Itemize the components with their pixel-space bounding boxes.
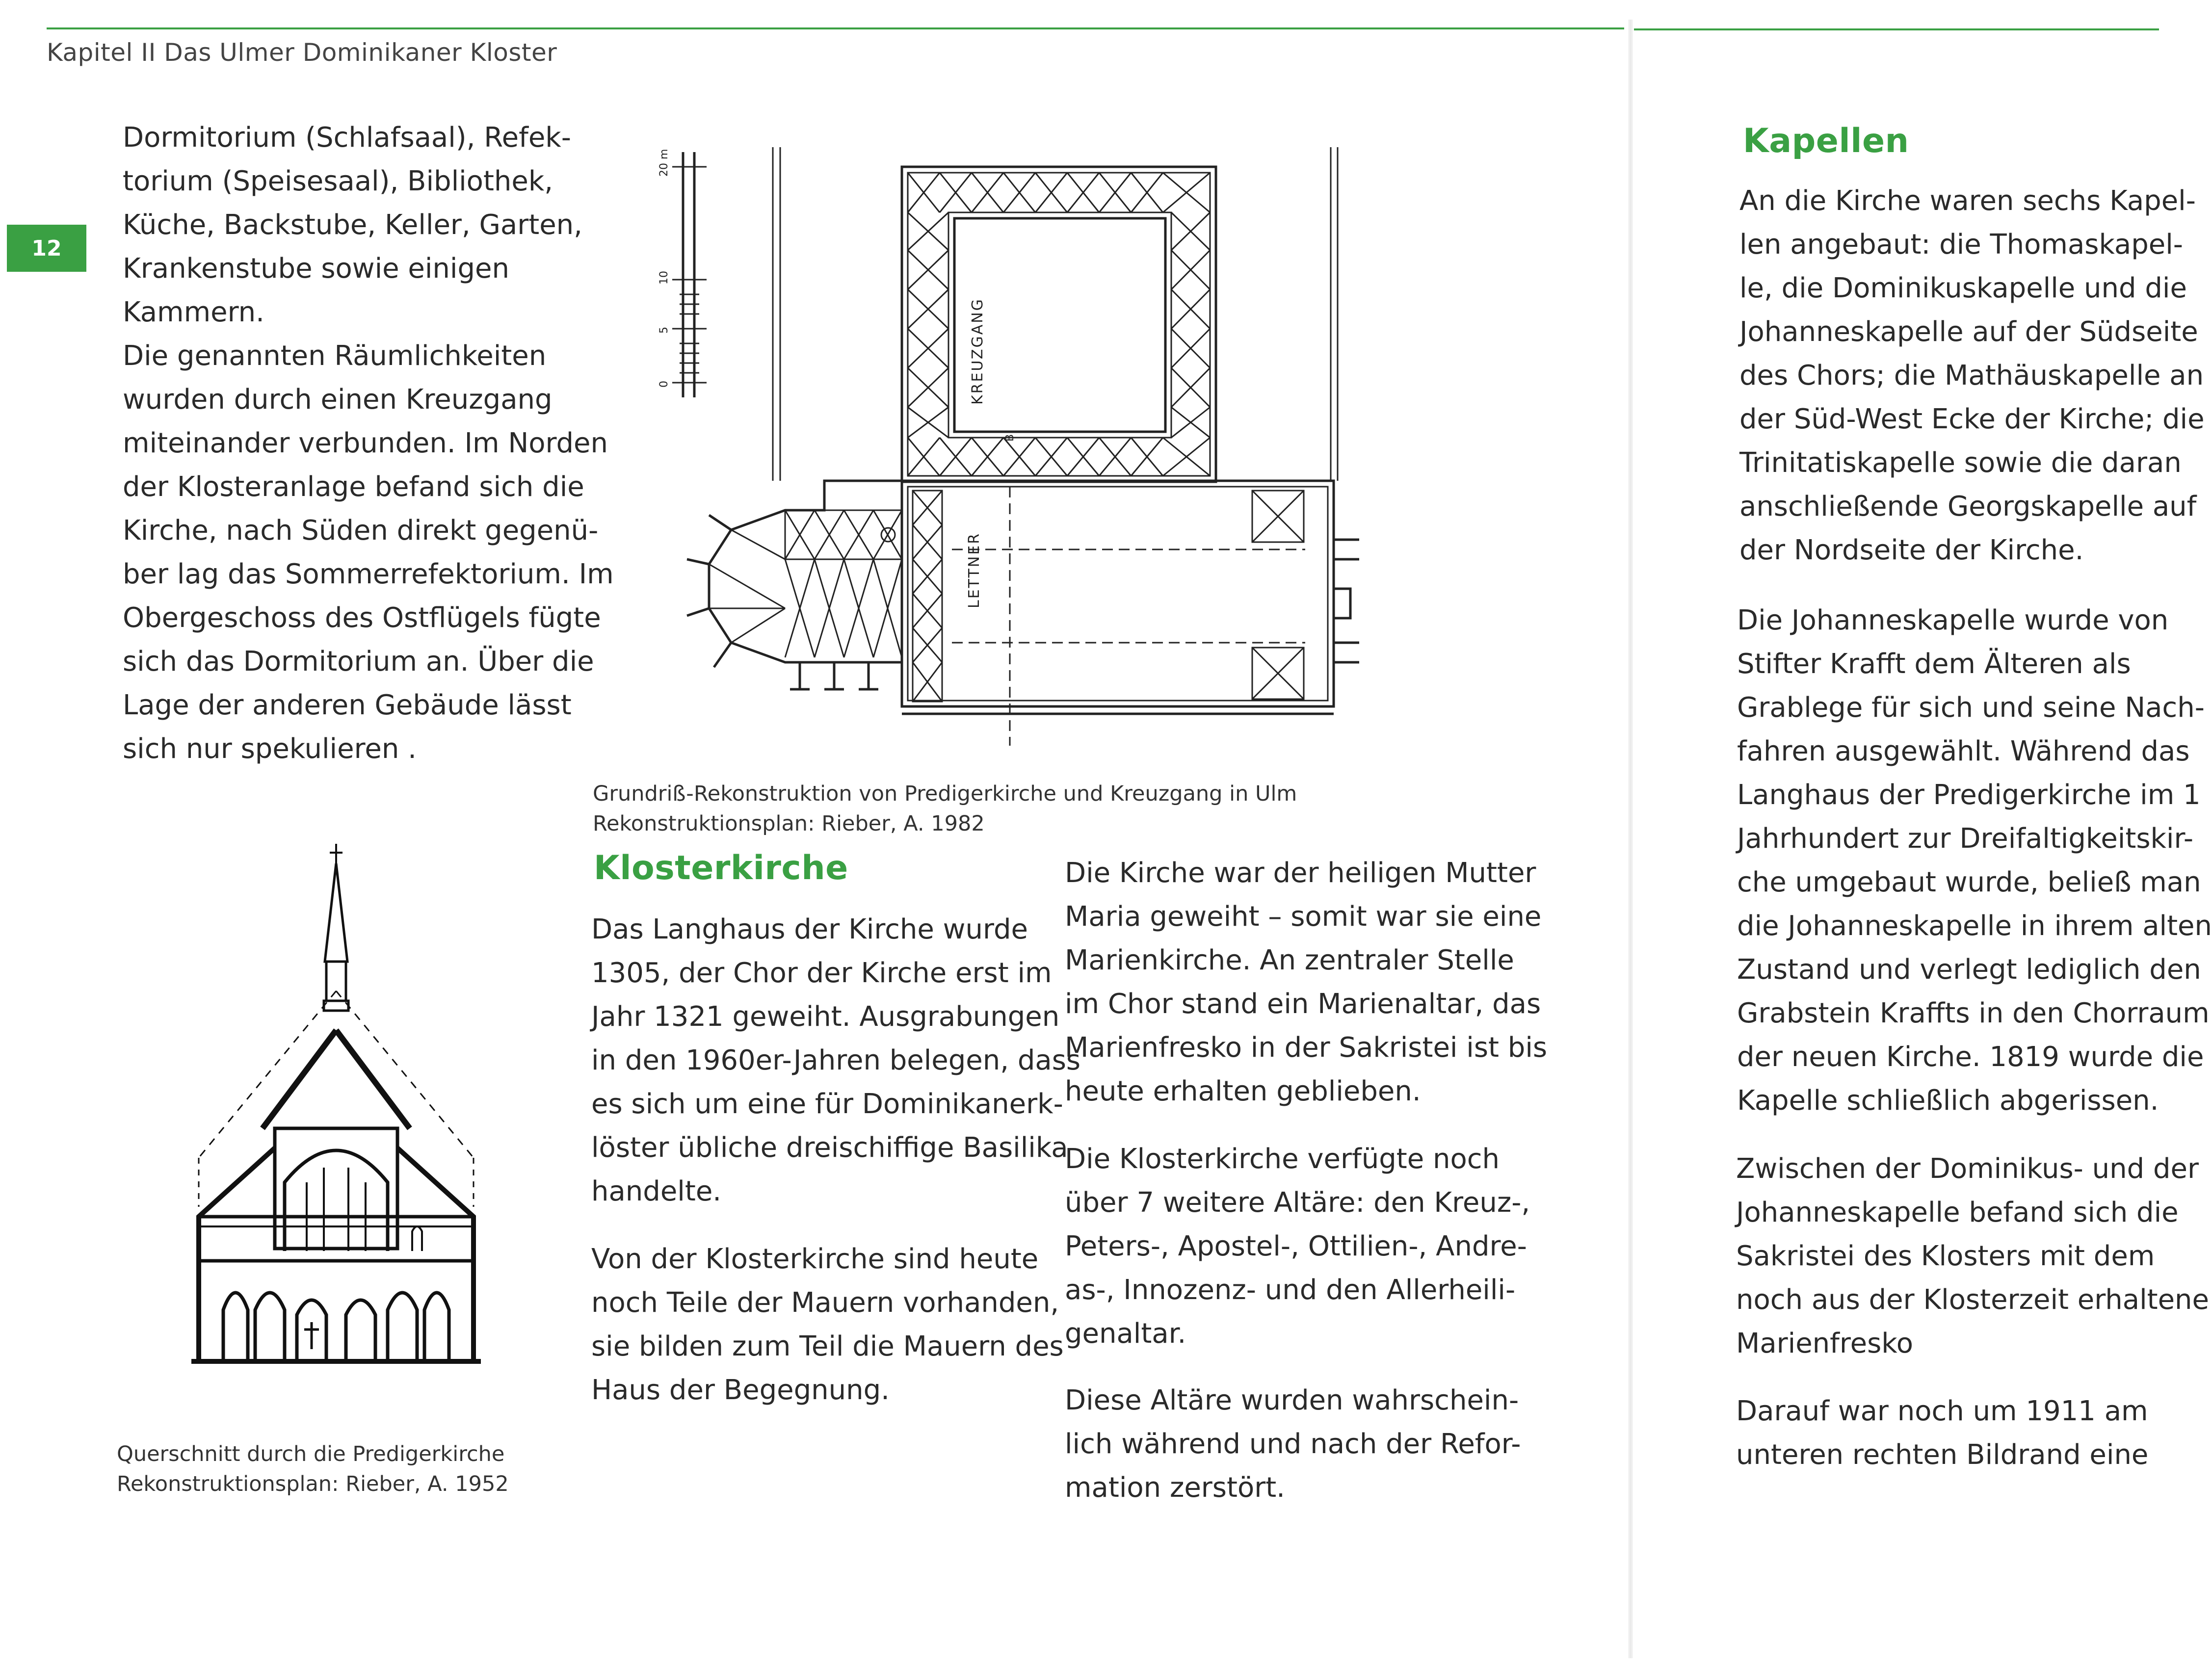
text-line: Grablege für sich und seine Nach- xyxy=(1737,692,2205,724)
text-line: len angebaut: die Thomaskapel- xyxy=(1739,229,2183,261)
text-line: Johanneskapelle auf der Südseite xyxy=(1739,316,2198,348)
scale-label: 0 xyxy=(658,381,670,388)
klosterkirche-para-1 xyxy=(591,908,1080,1213)
header-rule-right xyxy=(1634,28,2159,30)
altar-para-1 xyxy=(1065,851,1547,1113)
text-line: die Johanneskapelle in ihrem alten xyxy=(1737,910,2212,942)
text-line: lich während und nach der Refor- xyxy=(1065,1428,1521,1460)
text-line: Dormitorium (Schlafsaal), Refek- xyxy=(123,122,571,154)
text-line: che umgebaut wurde, beließ man xyxy=(1737,866,2201,898)
text-line: ber lag das Sommerrefektorium. Im xyxy=(123,558,614,590)
text-line: heute erhalten geblieben. xyxy=(1065,1075,1421,1107)
text-line: Von der Klosterkirche sind heute xyxy=(591,1243,1039,1275)
text-line: Trinitatiskapelle sowie die daran xyxy=(1739,447,2182,479)
caption-line: Rekonstruktionsplan: Rieber, A. 1982 xyxy=(593,811,985,836)
altar-para-2 xyxy=(1065,1137,1530,1355)
caption-line: Querschnitt durch die Predigerkirche xyxy=(117,1442,505,1466)
text-line: unteren rechten Bildrand eine xyxy=(1736,1439,2149,1471)
text-line: in den 1960er-Jahren belegen, dass xyxy=(591,1044,1081,1076)
kapellen-para-1 xyxy=(1739,179,2205,572)
page-number-badge: 12 xyxy=(7,225,86,272)
text-line: Haus der Begegnung. xyxy=(591,1374,890,1406)
scale-label: 20 m xyxy=(658,149,670,177)
text-line: 1305, der Chor der Kirche erst im xyxy=(591,957,1052,989)
text-line: noch Teile der Mauern vorhanden, xyxy=(591,1287,1059,1319)
text-line: sich das Dormitorium an. Über die xyxy=(123,646,594,678)
altar-para-3 xyxy=(1065,1379,1521,1510)
section-heading-kapellen: Kapellen xyxy=(1743,122,1909,160)
intro-text xyxy=(123,116,614,771)
floorplan-drawing xyxy=(608,137,1413,756)
header-rule-left xyxy=(47,27,1624,29)
lettner-label: LETTNER xyxy=(966,532,983,608)
text-line: Diese Altäre wurden wahrschein- xyxy=(1065,1384,1519,1416)
text-line: anschließende Georgskapelle auf xyxy=(1739,491,2197,522)
text-line: Peters-, Apostel-, Ottilien-, Andre- xyxy=(1065,1230,1527,1262)
text-line: Sakristei des Klosters mit dem xyxy=(1736,1240,2155,1272)
text-line: Küche, Backstube, Keller, Garten, xyxy=(123,209,582,241)
text-line: der Klosteranlage befand sich die xyxy=(123,471,584,503)
floorplan-caption xyxy=(593,779,1297,839)
b-label: B xyxy=(1004,434,1016,442)
text-line: sie bilden zum Teil die Mauern des xyxy=(591,1330,1064,1362)
text-line: des Chors; die Mathäuskapelle an xyxy=(1739,360,2204,391)
text-line: über 7 weitere Altäre: den Kreuz-, xyxy=(1065,1187,1530,1219)
kapellen-para-4 xyxy=(1736,1389,2148,1477)
text-line: Die Kirche war der heiligen Mutter xyxy=(1065,857,1536,889)
text-line: Krankenstube sowie einigen xyxy=(123,253,509,285)
text-line: Lage der anderen Gebäude lässt xyxy=(123,689,572,721)
text-line: torium (Speisesaal), Bibliothek, xyxy=(123,165,553,197)
text-line: Die Johanneskapelle wurde von xyxy=(1737,604,2169,636)
text-line: Maria geweiht – somit war sie eine xyxy=(1065,901,1542,933)
klosterkirche-para-2 xyxy=(591,1237,1064,1412)
text-line: Jahrhundert zur Dreifaltigkeitskir- xyxy=(1737,823,2194,855)
text-line: Obergeschoss des Ostflügels fügte xyxy=(123,602,601,634)
text-line: der Süd-West Ecke der Kirche; die xyxy=(1739,403,2205,435)
text-line: Die Klosterkirche verfügte noch xyxy=(1065,1143,1500,1175)
text-line: Zustand und verlegt lediglich den xyxy=(1737,954,2201,986)
text-line: löster übliche dreischiffige Basilika xyxy=(591,1132,1068,1164)
text-line: fahren ausgewählt. Während das xyxy=(1737,735,2190,767)
section-heading-klosterkirche: Klosterkirche xyxy=(594,849,848,887)
text-line: as-, Innozenz- und den Allerheili- xyxy=(1065,1274,1516,1306)
kapellen-para-3 xyxy=(1736,1147,2209,1365)
kreuzgang-label: KREUZGANG xyxy=(969,298,986,405)
text-line: Zwischen der Dominikus- und der xyxy=(1736,1153,2199,1185)
text-line: der neuen Kirche. 1819 wurde die xyxy=(1737,1041,2204,1073)
text-line: Jahr 1321 geweiht. Ausgrabungen xyxy=(591,1001,1060,1033)
caption-line: Grundriß-Rekonstruktion von Predigerkirche und Kreuzgang in Ulm xyxy=(593,782,1297,806)
scale-label: 10 xyxy=(658,271,670,285)
text-line: es sich um eine für Dominikanerk- xyxy=(591,1088,1063,1120)
scale-label: 5 xyxy=(658,327,670,334)
text-line: Darauf war noch um 1911 am xyxy=(1736,1395,2148,1427)
text-line: le, die Dominikuskapelle und die xyxy=(1739,272,2187,304)
text-line: Grabstein Kraffts in den Chorraum xyxy=(1737,997,2210,1029)
text-line: Das Langhaus der Kirche wurde xyxy=(591,913,1028,945)
text-line: Marienkirche. An zentraler Stelle xyxy=(1065,944,1514,976)
text-line: handelte. xyxy=(591,1175,722,1207)
text-line: Marienfresko xyxy=(1736,1328,1913,1359)
caption-line: Rekonstruktionsplan: Rieber, A. 1952 xyxy=(117,1472,509,1496)
text-line: noch aus der Klosterzeit erhaltene xyxy=(1736,1284,2209,1316)
text-line: Kammern. xyxy=(123,296,264,328)
kapellen-para-2 xyxy=(1737,599,2212,1122)
text-line: im Chor stand ein Marienaltar, das xyxy=(1065,988,1541,1020)
text-line: Langhaus der Predigerkirche im 1 xyxy=(1737,779,2201,811)
running-title: Kapitel II Das Ulmer Dominikaner Kloster xyxy=(47,38,557,67)
text-line: wurden durch einen Kreuzgang xyxy=(123,384,553,416)
cross-section-caption xyxy=(117,1439,509,1499)
text-line: der Nordseite der Kirche. xyxy=(1739,534,2084,566)
text-line: Kapelle schließlich abgerissen. xyxy=(1737,1085,2159,1117)
text-line: sich nur spekulieren . xyxy=(123,733,417,765)
text-line: mation zerstört. xyxy=(1065,1472,1285,1504)
text-line: miteinander verbunden. Im Norden xyxy=(123,427,608,459)
text-line: Johanneskapelle befand sich die xyxy=(1736,1197,2179,1228)
text-line: genaltar. xyxy=(1065,1318,1186,1350)
text-line: Marienfresko in der Sakristei ist bis xyxy=(1065,1032,1548,1064)
page-gutter xyxy=(1628,20,1633,1658)
text-line: An die Kirche waren sechs Kapel- xyxy=(1739,185,2196,217)
cross-section-drawing xyxy=(182,844,496,1433)
text-line: Stifter Krafft dem Älteren als xyxy=(1737,648,2131,680)
text-line: Die genannten Räumlichkeiten xyxy=(123,340,547,372)
text-line: Kirche, nach Süden direkt gegenü- xyxy=(123,515,599,547)
